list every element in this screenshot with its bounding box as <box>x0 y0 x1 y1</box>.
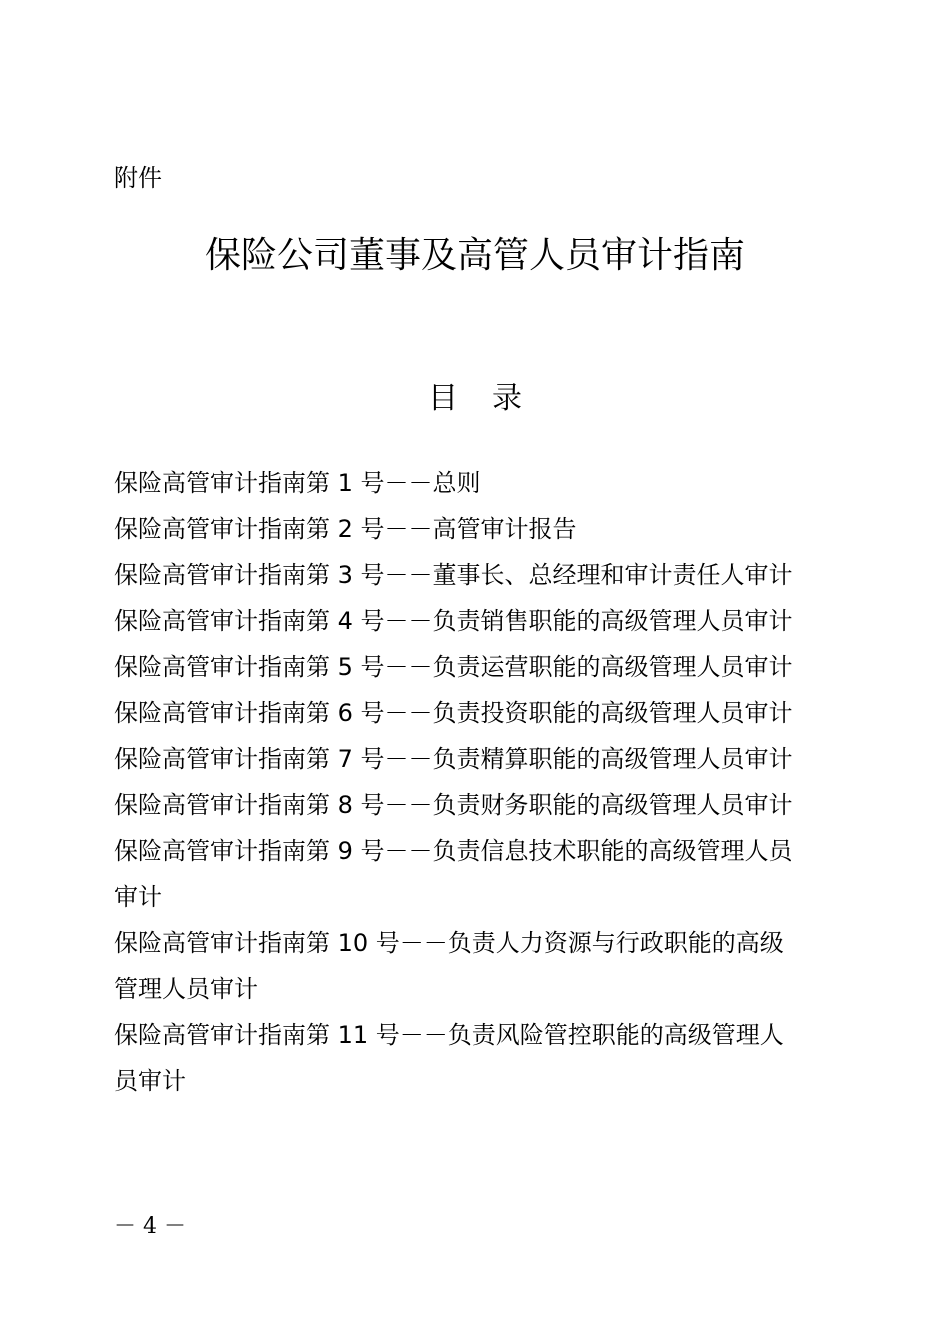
toc-item-text: 保险高管审计指南第 7 号－－负责精算职能的高级管理人员审计 <box>114 745 793 773</box>
toc-heading: 目录 <box>428 381 556 416</box>
toc-item-10 <box>114 920 844 1012</box>
toc-item-6 <box>114 690 844 736</box>
toc-item-3 <box>114 552 844 598</box>
toc-item-text: 保险高管审计指南第 10 号－－负责人力资源与行政职能的高级 <box>114 929 784 957</box>
toc-item-text: 保险高管审计指南第 4 号－－负责销售职能的高级管理人员审计 <box>114 607 793 635</box>
toc-item-text: 保险高管审计指南第 6 号－－负责投资职能的高级管理人员审计 <box>114 699 793 727</box>
toc-item-2 <box>114 506 844 552</box>
toc-item-text: 保险高管审计指南第 3 号－－董事长、总经理和审计责任人审计 <box>114 561 793 589</box>
toc-item-4 <box>114 598 844 644</box>
toc-item-text: 保险高管审计指南第 11 号－－负责风险管控职能的高级管理人 <box>114 1021 784 1049</box>
toc-item-text: 保险高管审计指南第 5 号－－负责运营职能的高级管理人员审计 <box>114 653 793 681</box>
toc-item-continuation: 审计 <box>114 883 162 911</box>
table-of-contents <box>114 460 844 1104</box>
toc-item-continuation: 管理人员审计 <box>114 975 258 1003</box>
toc-item-8 <box>114 782 844 828</box>
toc-item-text: 保险高管审计指南第 1 号－－总则 <box>114 469 481 497</box>
page-number: － 4 － <box>114 1214 186 1239</box>
toc-item-7 <box>114 736 844 782</box>
toc-item-text: 保险高管审计指南第 9 号－－负责信息技术职能的高级管理人员 <box>114 837 793 865</box>
toc-item-11 <box>114 1012 844 1104</box>
toc-item-9 <box>114 828 844 920</box>
toc-item-text: 保险高管审计指南第 2 号－－高管审计报告 <box>114 515 577 543</box>
document-title: 保险公司董事及高管人员审计指南 <box>204 235 745 276</box>
toc-item-text: 保险高管审计指南第 8 号－－负责财务职能的高级管理人员审计 <box>114 791 793 819</box>
toc-item-5 <box>114 644 844 690</box>
toc-item-1 <box>114 460 844 506</box>
toc-item-continuation: 员审计 <box>114 1067 186 1095</box>
attachment-label: 附件 <box>114 164 162 192</box>
